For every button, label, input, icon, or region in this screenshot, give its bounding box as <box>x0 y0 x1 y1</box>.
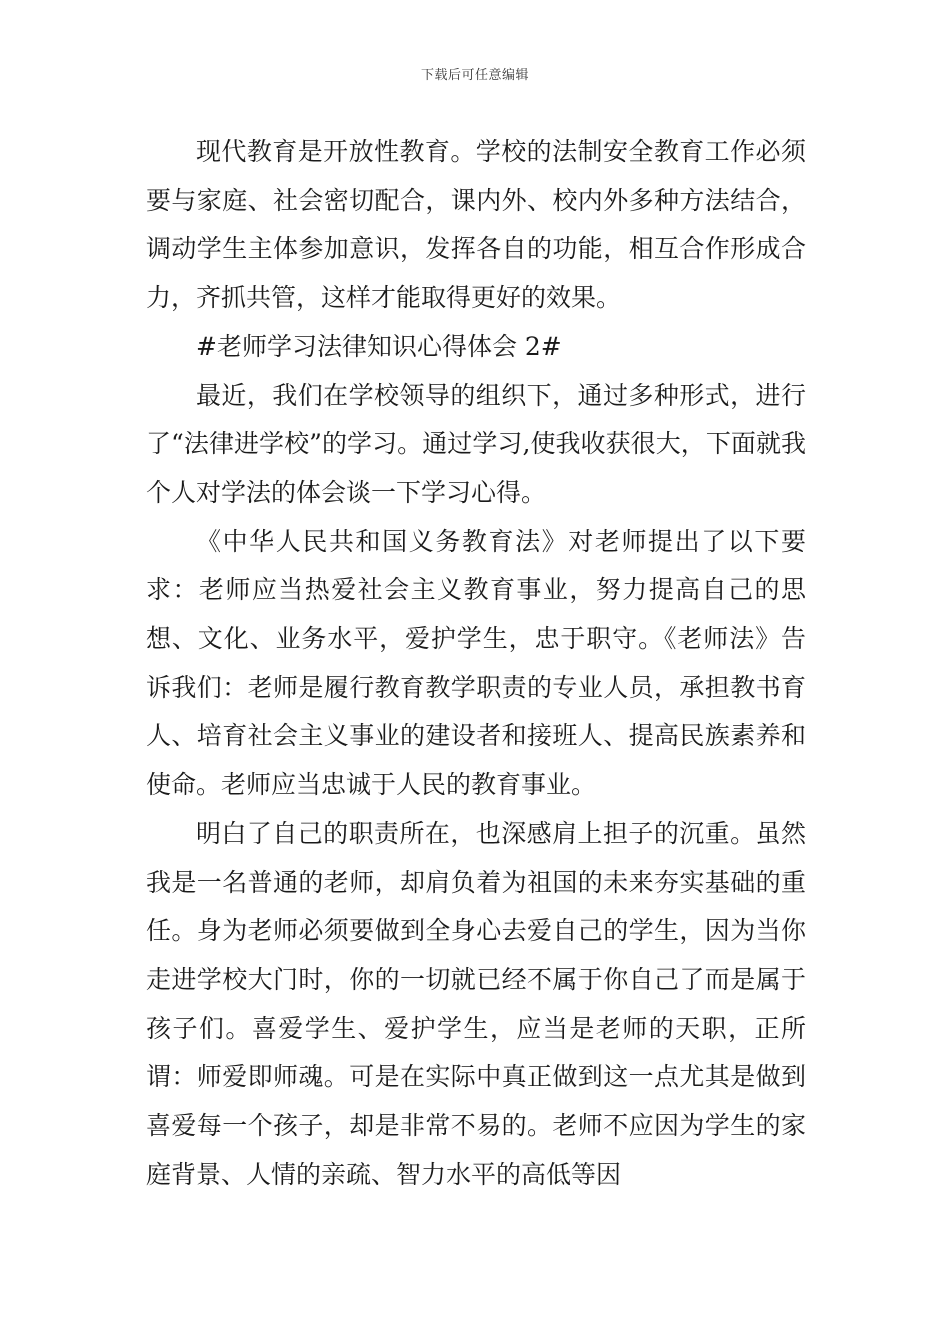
paragraph-recent-study: 最近，我们在学校领导的组织下，通过多种形式，进行了“法律进学校”的学习。通过学习,使我收获很大，下面就我个人对学法的体会谈一下学习心得。 <box>146 380 806 507</box>
paragraph-teacher-duty: 明白了自己的职责所在，也深感肩上担子的沉重。虽然我是一名普通的老师，却肩负着为祖国的未来夯实基础的重任。身为老师必须要做到全身心去爱自己的学生，因为当你走进学校大门时，你的一切就已经不属于你自己了而是属于孩子们。喜爱学生、爱护学生，应当是老师的天职，正所谓：师爱即师魂。可是在实际中真正做到这一点尤其是做到喜爱每一个孩子，却是非常不易的。老师不应因为学生的家庭背景、人情的亲疏、智力水平的高低等因 <box>146 818 806 1189</box>
paragraph-education-law: 《中华人民共和国义务教育法》对老师提出了以下要求：老师应当热爱社会主义教育事业，努力提高自己的思想、文化、业务水平，爱护学生，忠于职守。《老师法》告诉我们：老师是履行教育教学职责的专业人员，承担教书育人、培育社会主义事业的建设者和接班人、提高民族素养和使命。老师应当忠诚于人民的教育事业。 <box>146 526 806 800</box>
paragraph-intro-conclusion: 现代教育是开放性教育。学校的法制安全教育工作必须要与家庭、社会密切配合，课内外、校内外多种方法结合，调动学生主体参加意识，发挥各自的功能，相互合作形成合力，齐抓共管，这样才能取得更好的效果。 <box>146 137 806 313</box>
document-body <box>146 128 806 1199</box>
page-header-note: 下载后可任意编辑 <box>420 68 529 83</box>
section-heading: #老师学习法律知识心得体会 2# <box>196 331 562 361</box>
